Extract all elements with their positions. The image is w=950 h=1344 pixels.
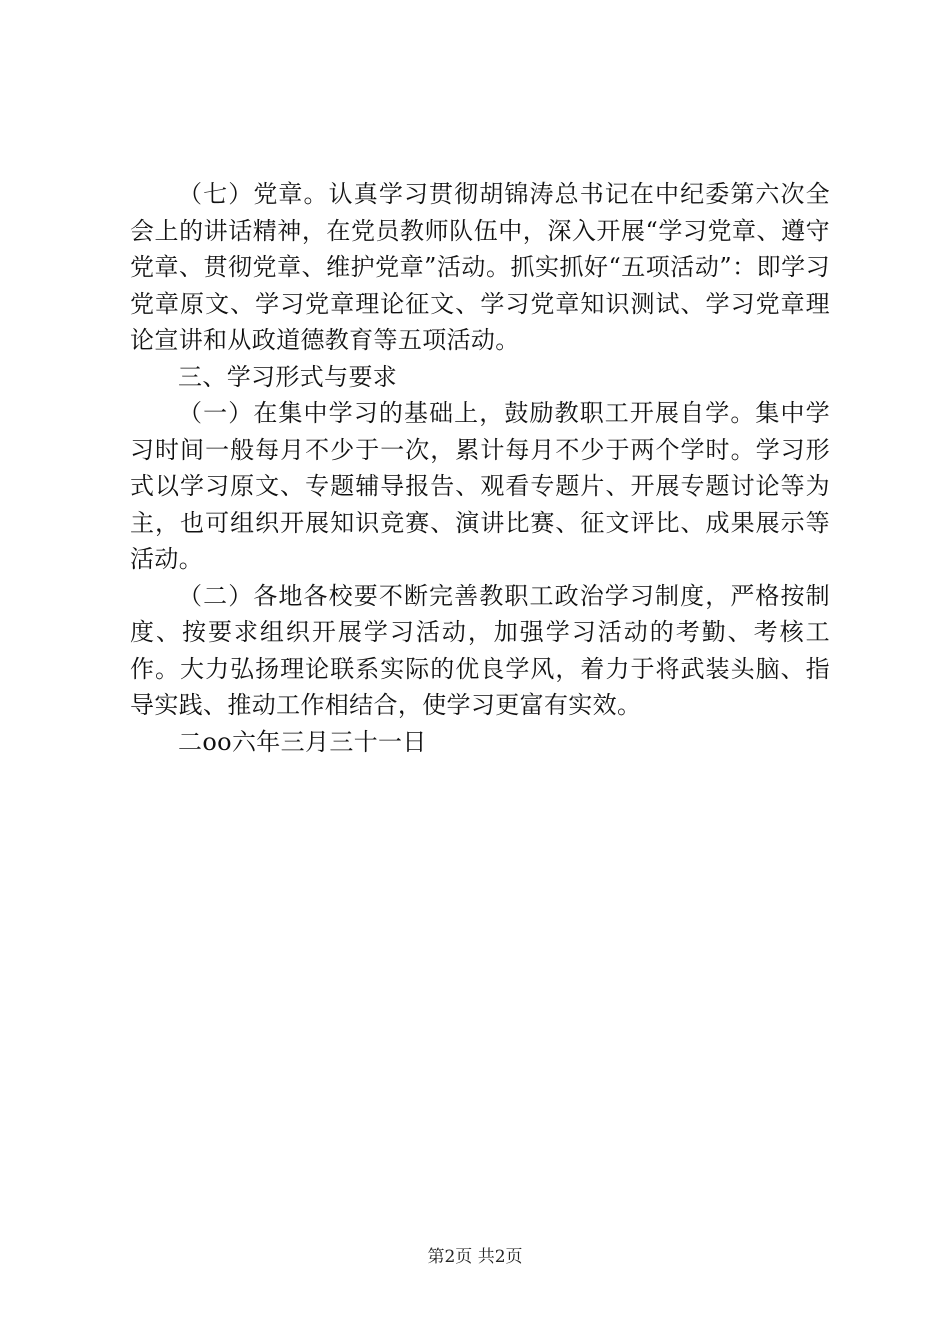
section-heading-study-form: 三、学习形式与要求 [178,362,398,391]
document-body [130,176,830,760]
paragraph-study-form-2: （二）各地各校要不断完善教职工政治学习制度，严格按制度、按要求组织开展学习活动，加强学习活动的考勤、考核工作。大力弘扬理论联系实际的优良学风，着力于将武装头脑、指导实践、推动工作相结合，使学习更富有实效。 [130,581,830,719]
page-number-footer: 第2页 共2页 [427,1247,523,1267]
paragraph-party-constitution: （七）党章。认真学习贯彻胡锦涛总书记在中纪委第六次全会上的讲话精神，在党员教师队伍中，深入开展“学习党章、遵守党章、贯彻党章、维护党章”活动。抓实抓好“五项活动”：即学习党章原文、学习党章理论征文、学习党章知识测试、学习党章理论宣讲和从政道德教育等五项活动。 [130,180,830,354]
document-date: 二oo六年三月三十一日 [178,727,427,756]
paragraph-study-form-1: （一）在集中学习的基础上，鼓励教职工开展自学。集中学习时间一般每月不少于一次，累计每月不少于两个学时。学习形式以学习原文、专题辅导报告、观看专题片、开展专题讨论等为主，也可组织开展知识竞赛、演讲比赛、征文评比、成果展示等活动。 [130,399,830,573]
